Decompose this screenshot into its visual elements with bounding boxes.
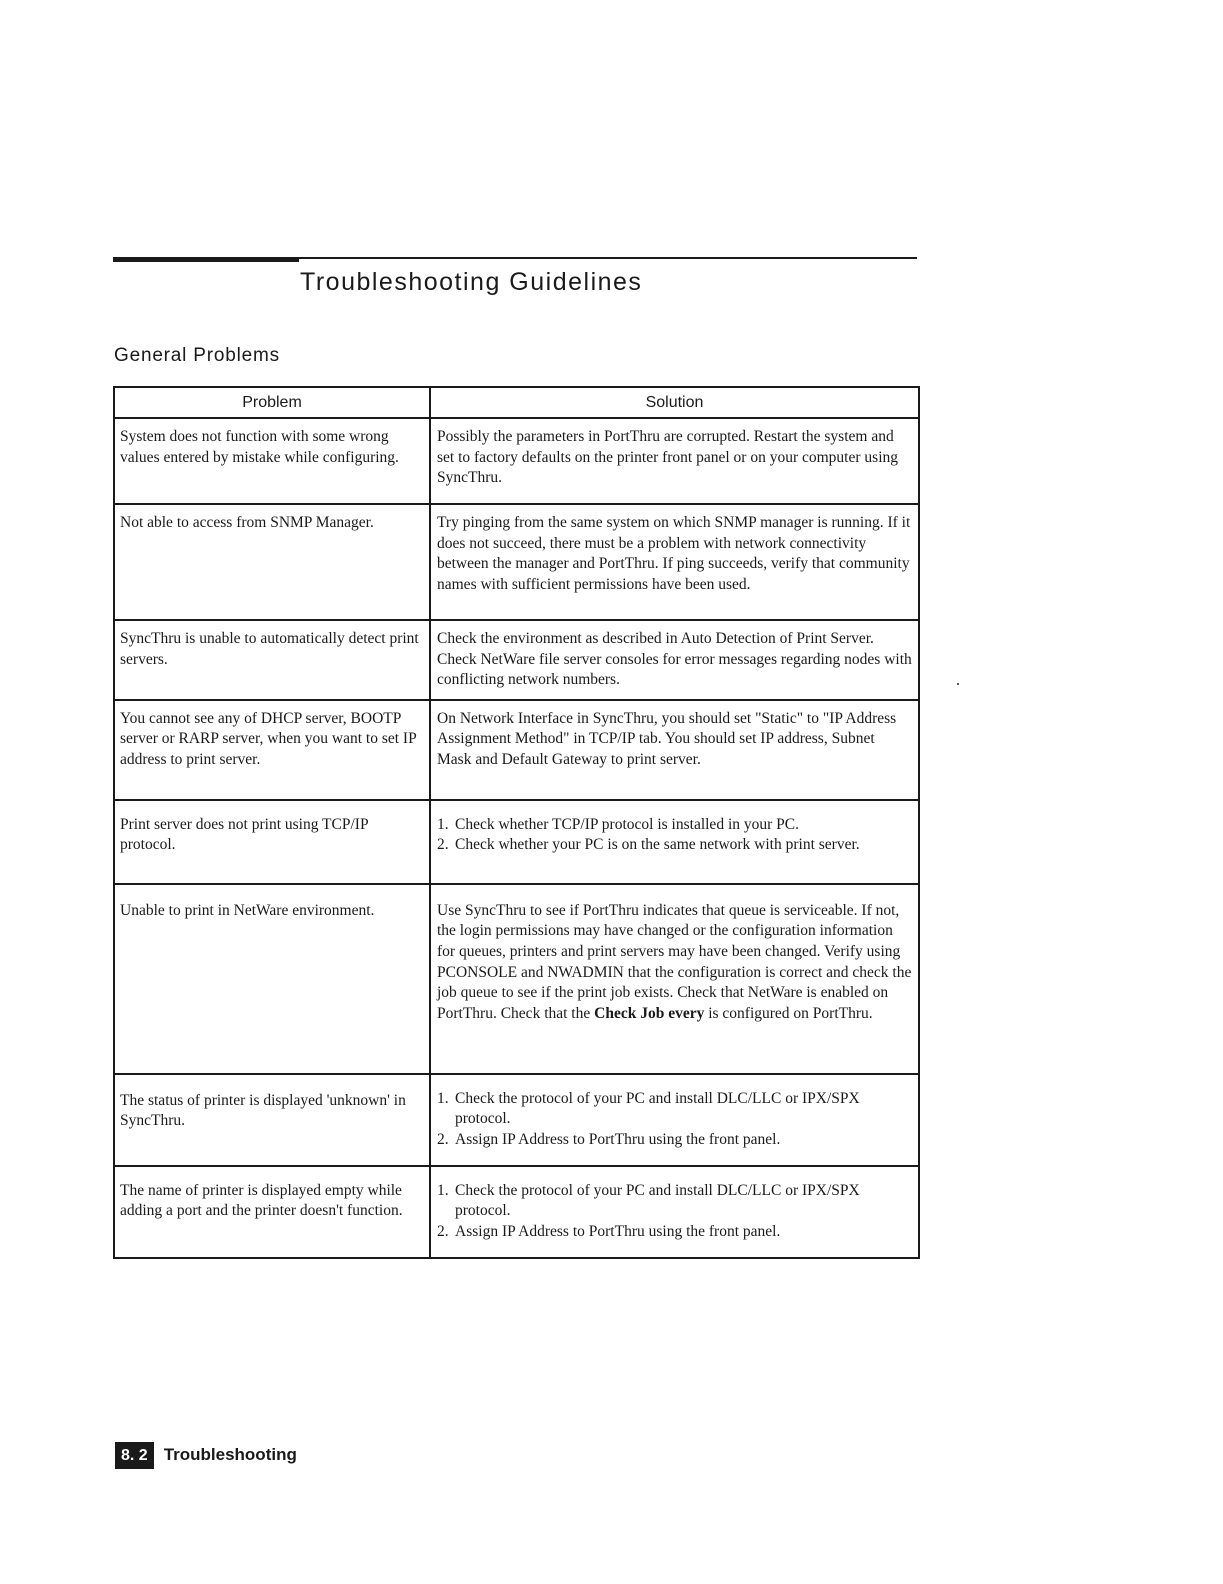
page-title: Troubleshooting Guidelines [300, 268, 643, 296]
solution-step [437, 815, 912, 836]
step-text: Assign IP Address to PortThru using the front panel. [455, 1130, 781, 1148]
solution-text: Use SyncThru to see if PortThru indicates that queue is serviceable. If not, the login permissions may have changed or the configuration information for queues, printers and print servers may have been changed. Verify using PCONSOLE and NWADMIN that the configuration is correct and check the job queue to see if the print job exists. Check that NetWare is enabled on PortThru. Check that the [437, 901, 912, 1022]
table-row [114, 418, 919, 504]
table-header-row [114, 387, 919, 418]
problem-cell: Print server does not print using TCP/IP protocol. [114, 800, 430, 884]
scan-speck [957, 683, 959, 685]
solution-cell: Possibly the parameters in PortThru are corrupted. Restart the system and set to factory defaults on the printer front panel or on your computer using SyncThru. [430, 418, 919, 504]
step-number: 1. [437, 1181, 449, 1199]
solution-cell: Try pinging from the same system on which SNMP manager is running. If it does not succeed, there must be a problem with network connectivity between the manager and PortThru. If ping succeeds, verify that community names with sufficient permissions have been used. [430, 504, 919, 620]
problem-cell: Unable to print in NetWare environment. [114, 884, 430, 1074]
solution-cell [430, 884, 919, 1074]
table-row [114, 1074, 919, 1166]
problem-cell: Not able to access from SNMP Manager. [114, 504, 430, 620]
table-row [114, 884, 919, 1074]
solution-cell: Check the environment as described in Auto Detection of Print Server. Check NetWare file server consoles for error messages regarding nodes with conflicting network numbers. [430, 620, 919, 700]
solution-cell [430, 1166, 919, 1258]
solution-step [437, 1222, 912, 1243]
solution-column-header: Solution [430, 387, 919, 418]
solution-emphasis: Check Job every [594, 1004, 705, 1022]
section-title: General Problems [114, 345, 280, 366]
step-number: 2. [437, 1222, 449, 1240]
step-number: 1. [437, 815, 449, 833]
solution-step [437, 1089, 912, 1130]
step-text: Check the protocol of your PC and install DLC/LLC or IPX/SPX protocol. [455, 1181, 860, 1220]
solution-cell [430, 800, 919, 884]
solution-step [437, 1181, 912, 1222]
solution-cell [430, 1074, 919, 1166]
table-row [114, 620, 919, 700]
problem-cell: SyncThru is unable to automatically detect print servers. [114, 620, 430, 700]
solution-cell: On Network Interface in SyncThru, you should set "Static" to "IP Address Assignment Method" in TCP/IP tab. You should set IP address, Subnet Mask and Default Gateway to print server. [430, 700, 919, 800]
page-number-badge: 8. 2 [115, 1442, 154, 1469]
table-row [114, 700, 919, 800]
step-text: Check whether your PC is on the same network with print server. [455, 836, 860, 854]
table-row [114, 504, 919, 620]
page-footer [115, 1440, 297, 1470]
problem-column-header: Problem [114, 387, 430, 418]
step-text: Check the protocol of your PC and install DLC/LLC or IPX/SPX protocol. [455, 1089, 860, 1128]
solution-step [437, 835, 912, 856]
problem-cell: You cannot see any of DHCP server, BOOTP server or RARP server, when you want to set IP address to print server. [114, 700, 430, 800]
problem-cell: The name of printer is displayed empty while adding a port and the printer doesn't function. [114, 1166, 430, 1258]
step-text: Check whether TCP/IP protocol is installed in your PC. [455, 815, 799, 833]
problem-cell: The status of printer is displayed 'unknown' in SyncThru. [114, 1074, 430, 1166]
step-number: 2. [437, 836, 449, 854]
footer-chapter-label: Troubleshooting [163, 1445, 297, 1464]
table-row [114, 800, 919, 884]
solution-text-end: is configured on PortThru. [704, 1004, 873, 1022]
troubleshooting-table [113, 386, 920, 1259]
step-number: 2. [437, 1130, 449, 1148]
table-row [114, 1166, 919, 1258]
header-rule-accent [113, 258, 299, 262]
step-number: 1. [437, 1089, 449, 1107]
solution-step [437, 1130, 912, 1151]
step-text: Assign IP Address to PortThru using the front panel. [455, 1222, 781, 1240]
problem-cell: System does not function with some wrong values entered by mistake while configuring. [114, 418, 430, 504]
